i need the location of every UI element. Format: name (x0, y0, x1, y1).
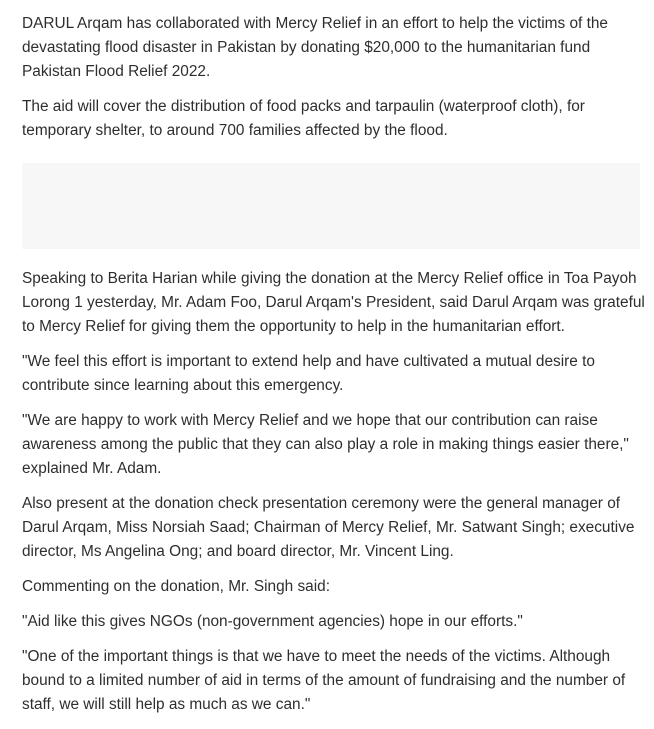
paragraph-line: "We are happy to work with Mercy Relief and we hope that our contribution can raise (22, 412, 598, 429)
paragraph-line: director, Ms Angelina Ong; and board director, Mr. Vincent Ling. (22, 543, 454, 560)
article-paragraph (22, 645, 654, 717)
paragraph-line: temporary shelter, to around 700 families affected by the flood. (22, 122, 448, 139)
paragraph-line: Also present at the donation check presentation ceremony were the general manager of (22, 495, 621, 512)
paragraph-line: DARUL Arqam has collaborated with Mercy Relief in an effort to help the victims of the (22, 15, 608, 32)
paragraph-line: "Aid like this gives NGOs (non-government agencies) hope in our efforts." (22, 613, 523, 630)
paragraph-line: bound to a limited number of aid in terms of the amount of fundraising and the number of (22, 672, 626, 689)
paragraph-line: "One of the important things is that we have to meet the needs of the victims. Although (22, 648, 611, 665)
article-paragraph (22, 492, 654, 564)
paragraph-line: staff, we will still help as much as we can." (22, 696, 311, 713)
paragraph-line: explained Mr. Adam. (22, 460, 162, 477)
paragraph-line: Speaking to Berita Harian while giving the donation at the Mercy Relief office in Toa Payoh (22, 270, 637, 287)
paragraph-line: The aid will cover the distribution of food packs and tarpaulin (waterproof cloth), for (22, 98, 585, 115)
paragraph-line: Pakistan Flood Relief 2022. (22, 63, 211, 80)
paragraph-line: to Mercy Relief for giving them the opportunity to help in the humanitarian effort. (22, 318, 565, 335)
paragraph-line: awareness among the public that they can also play a role in making things easier there," (22, 436, 629, 453)
article-paragraph (22, 12, 654, 84)
paragraph-line: Darul Arqam, Miss Norsiah Saad; Chairman of Mercy Relief, Mr. Satwant Singh; executive (22, 519, 635, 536)
article-paragraph (22, 95, 654, 143)
paragraph-line: Commenting on the donation, Mr. Singh said: (22, 578, 330, 595)
article-paragraph (22, 409, 654, 481)
article-paragraph (22, 350, 654, 398)
paragraph-line: devastating flood disaster in Pakistan by donating $20,000 to the humanitarian fund (22, 39, 591, 56)
embed-placeholder (22, 163, 640, 249)
article-paragraph (22, 575, 654, 599)
paragraph-line: "We feel this effort is important to extend help and have cultivated a mutual desire to (22, 353, 595, 370)
article-paragraph (22, 610, 654, 634)
paragraph-line: Lorong 1 yesterday, Mr. Adam Foo, Darul Arqam's President, said Darul Arqam was grateful (22, 294, 645, 311)
paragraph-line: contribute since learning about this emergency. (22, 377, 344, 394)
article-paragraph (22, 267, 654, 339)
